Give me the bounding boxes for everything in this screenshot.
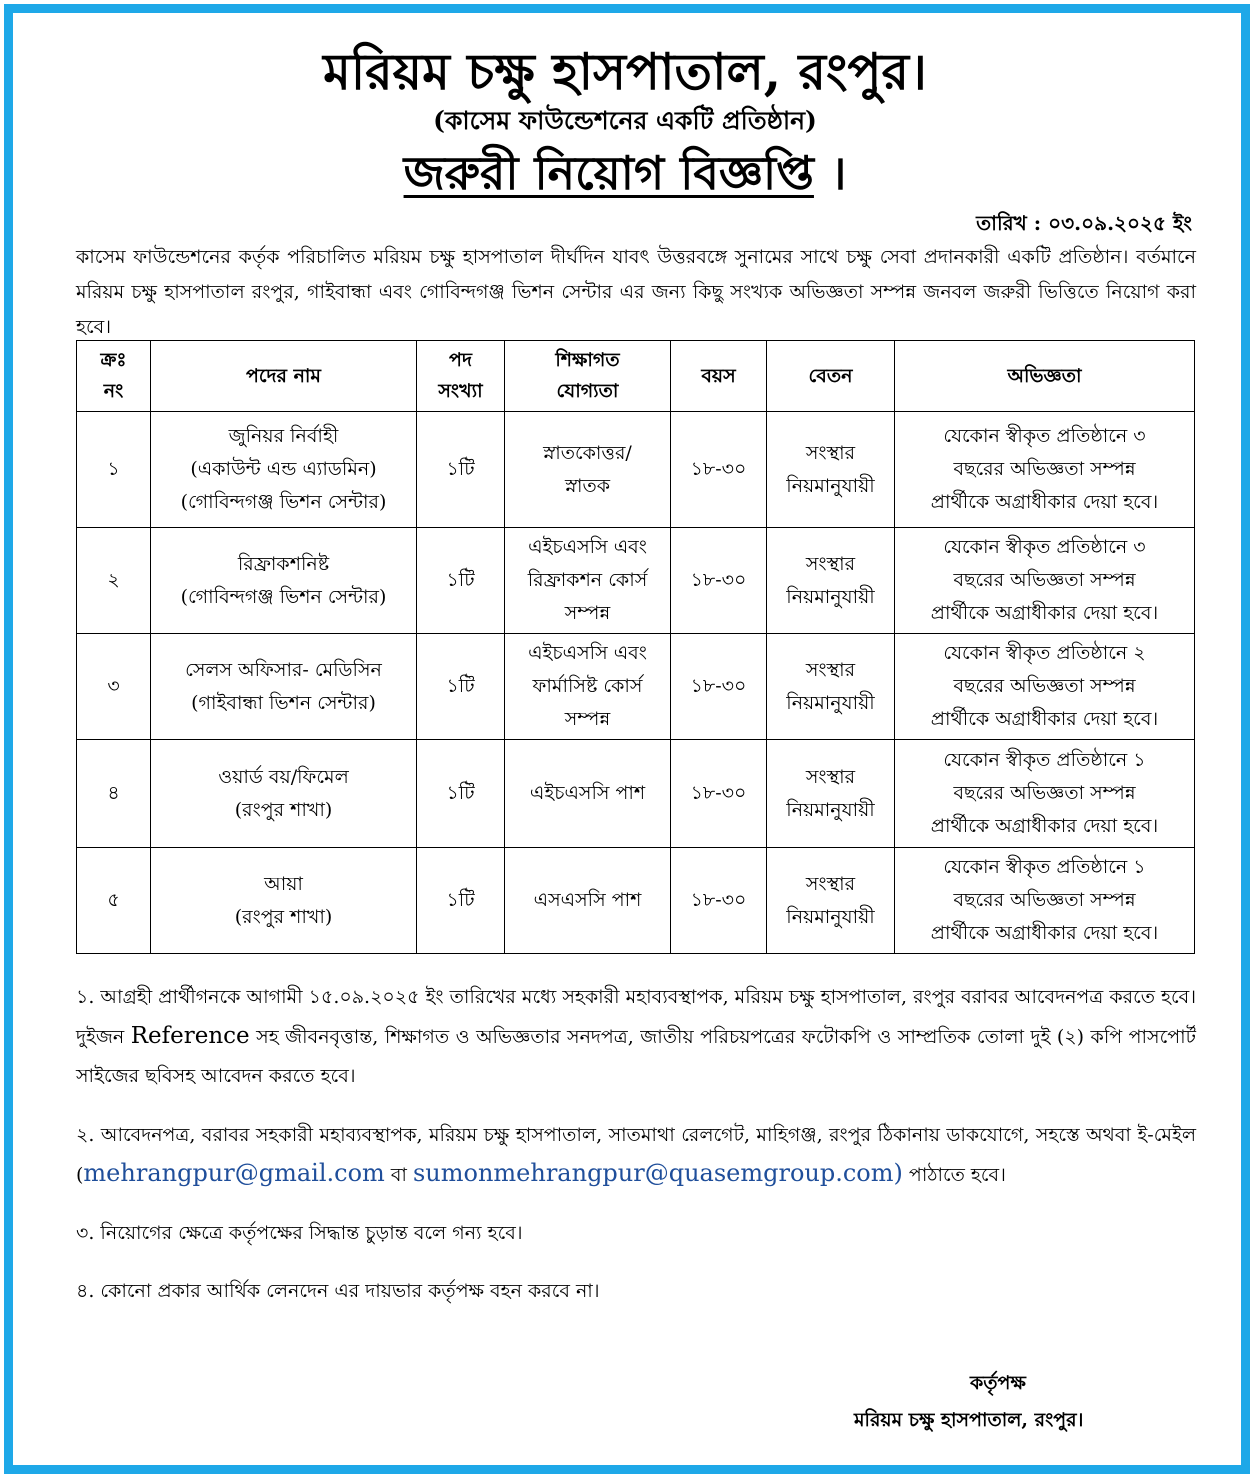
signature-authority: কর্তৃপক্ষ [970, 1372, 1026, 1394]
header-salary: বেতন [767, 341, 895, 412]
cell-post-name: জুনিয়র নির্বাহী (একাউন্ট এন্ড এ্যাডমিন) (গোবিন্দগঞ্জ ভিশন সেন্টার) [151, 412, 417, 528]
cell-education: এইচএসসি এবং রিফ্রাকশন কোর্স সম্পন্ন [505, 528, 671, 634]
cell-salary: সংস্থার নিয়মানুযায়ী [767, 528, 895, 634]
instruction-1: ১. আগ্রহী প্রার্থীগনকে আগামী ১৫.০৯.২০২৫ ইং তারিখের মধ্যে সহকারী মহাব্যবস্থাপক, মরিয়ম চক্ষু হাসপাতাল, রংপুর বরাবর আবেদনপত্র করতে হবে। দুইজন Reference সহ জীবনবৃত্তান্ত, শিক্ষাগত ও অভিজ্ঞতার সনদপত্র, জাতীয় পরিচয়পত্রের ফটোকপি ও সাম্প্রতিক তোলা দুই (২) কপি পাসপোর্ট সাইজের ছবিসহ আবেদন করতে হবে। [76, 986, 1196, 1087]
header-post-name: পদের নাম [151, 341, 417, 412]
cell-post-name: ওয়ার্ড বয়/ফিমেল (রংপুর শাখা) [151, 740, 417, 848]
cell-salary: সংস্থার নিয়মানুযায়ী [767, 634, 895, 740]
cell-education: এইচএসসি পাশ [505, 740, 671, 848]
instruction-3: ৩. নিয়োগের ক্ষেত্রে কর্তৃপক্ষের সিদ্ধান্ত চুড়ান্ত বলে গন্য হবে। [76, 1222, 523, 1244]
cell-serial: ১ [77, 412, 151, 528]
reference-word: Reference [130, 1023, 250, 1049]
foundation-subtitle: (কাসেম ফাউন্ডেশনের একটি প্রতিষ্ঠান) [433, 106, 817, 135]
cell-serial: ৩ [77, 634, 151, 740]
email-link-2[interactable]: sumonmehrangpur@quasemgroup.com [412, 1159, 894, 1187]
cell-post-count: ১টি [417, 848, 505, 954]
vacancy-table [76, 340, 1195, 954]
cell-experience: যেকোন স্বীকৃত প্রতিষ্ঠানে ১ বছরের অভিজ্ঞতা সম্পন্ন প্রার্থীকে অগ্রাধীকার দেয়া হবে। [895, 740, 1195, 848]
table-header-row [77, 341, 1195, 412]
email-link-1[interactable]: mehrangpur@gmail.com [83, 1159, 385, 1187]
cell-age: ১৮-৩০ [671, 528, 767, 634]
header-experience: অভিজ্ঞতা [895, 341, 1195, 412]
cell-salary: সংস্থার নিয়মানুযায়ী [767, 740, 895, 848]
table-row [77, 848, 1195, 954]
table-row [77, 740, 1195, 848]
cell-post-count: ১টি [417, 528, 505, 634]
cell-post-count: ১টি [417, 740, 505, 848]
header-post-count: পদ সংখ্যা [417, 341, 505, 412]
cell-post-count: ১টি [417, 634, 505, 740]
cell-age: ১৮-৩০ [671, 740, 767, 848]
instruction-2: ২. আবেদনপত্র, বরাবর সহকারী মহাব্যবস্থাপক, মরিয়ম চক্ষু হাসপাতাল, সাতমাথা রেলগেট, মাহিগঞ্জ, রংপুর ঠিকানায় ডাকযোগে, সহস্তে অথবা ই-মেইল (mehrangpur@gmail.com বা sumonmehrangpur@quasemgroup.com) পাঠাতে হবে। [76, 1124, 1196, 1187]
notice-heading-text: জরুরী নিয়োগ বিজ্ঞপ্তি [403, 146, 814, 200]
header-serial: ক্রঃ নং [77, 341, 151, 412]
cell-salary: সংস্থার নিয়মানুযায়ী [767, 848, 895, 954]
table-row [77, 412, 1195, 528]
notice-date: তারিখ : ০৩.০৯.২০২৫ ইং [976, 211, 1192, 235]
cell-education: এসএসসি পাশ [505, 848, 671, 954]
notice-heading [0, 144, 1250, 202]
cell-experience: যেকোন স্বীকৃত প্রতিষ্ঠানে ৩ বছরের অভিজ্ঞতা সম্পন্ন প্রার্থীকে অগ্রাধীকার দেয়া হবে। [895, 412, 1195, 528]
cell-experience: যেকোন স্বীকৃত প্রতিষ্ঠানে ১ বছরের অভিজ্ঞতা সম্পন্ন প্রার্থীকে অগ্রাধীকার দেয়া হবে। [895, 848, 1195, 954]
cell-age: ১৮-৩০ [671, 634, 767, 740]
cell-education: স্নাতকোত্তর/ স্নাতক [505, 412, 671, 528]
cell-post-name: সেলস অফিসার- মেডিসিন (গাইবান্ধা ভিশন সেন্টার) [151, 634, 417, 740]
cell-serial: ৫ [77, 848, 151, 954]
cell-age: ১৮-৩০ [671, 848, 767, 954]
cell-age: ১৮-৩০ [671, 412, 767, 528]
table-body [77, 412, 1195, 954]
header-education: শিক্ষাগত যোগ্যতা [505, 341, 671, 412]
cell-serial: ২ [77, 528, 151, 634]
cell-post-name: আয়া (রংপুর শাখা) [151, 848, 417, 954]
signature-organization: মরিয়ম চক্ষু হাসপাতাল, রংপুর। [854, 1409, 1084, 1431]
cell-experience: যেকোন স্বীকৃত প্রতিষ্ঠানে ২ বছরের অভিজ্ঞতা সম্পন্ন প্রার্থীকে অগ্রাধীকার দেয়া হবে। [895, 634, 1195, 740]
cell-post-count: ১টি [417, 412, 505, 528]
table-row [77, 528, 1195, 634]
cell-post-name: রিফ্রাকশনিষ্ট (গোবিন্দগঞ্জ ভিশন সেন্টার) [151, 528, 417, 634]
cell-education: এইচএসসি এবং ফার্মাসিষ্ট কোর্স সম্পন্ন [505, 634, 671, 740]
intro-paragraph: কাসেম ফাউন্ডেশনের কর্তৃক পরিচালিত মরিয়ম চক্ষু হাসপাতাল দীর্ঘদিন যাবৎ উত্তরবঙ্গে সুনামের সাথে চক্ষু সেবা প্রদানকারী একটি প্রতিষ্ঠান। বর্তমানে মরিয়ম চক্ষু হাসপাতাল রংপুর, গাইবান্ধা এবং গোবিন্দগঞ্জ ভিশন সেন্টার এর জন্য কিছু সংখ্যক অভিজ্ঞতা সম্পন্ন জনবল জরুরী ভিত্তিতে নিয়োগ করা হবে। [76, 246, 1196, 338]
header-age: বয়স [671, 341, 767, 412]
cell-serial: ৪ [77, 740, 151, 848]
hospital-title: মরিয়ম চক্ষু হাসপাতাল, রংপুর। [323, 42, 927, 101]
cell-salary: সংস্থার নিয়মানুযায়ী [767, 412, 895, 528]
notice-heading-suffix: । [829, 146, 847, 200]
cell-experience: যেকোন স্বীকৃত প্রতিষ্ঠানে ৩ বছরের অভিজ্ঞতা সম্পন্ন প্রার্থীকে অগ্রাধীকার দেয়া হবে। [895, 528, 1195, 634]
instructions [76, 978, 1196, 1330]
table-row [77, 634, 1195, 740]
instruction-4: ৪. কোনো প্রকার আর্থিক লেনদেন এর দায়ভার কর্তৃপক্ষ বহন করবে না। [76, 1280, 600, 1302]
